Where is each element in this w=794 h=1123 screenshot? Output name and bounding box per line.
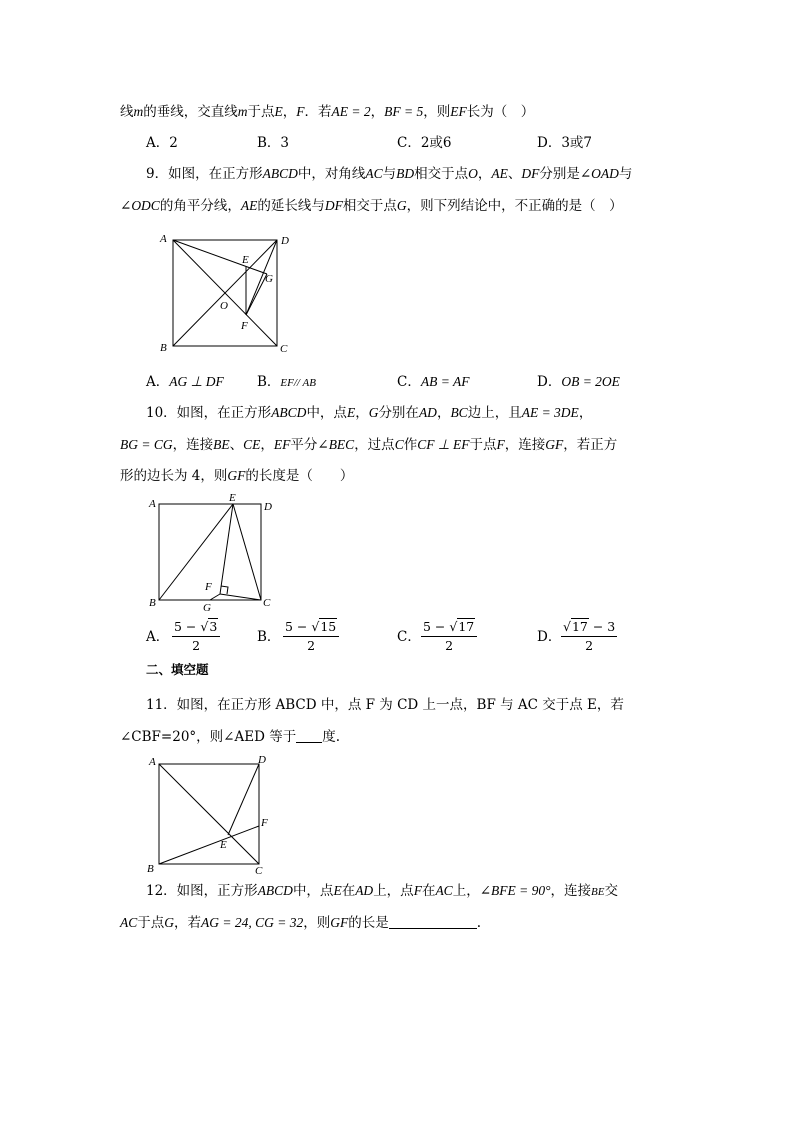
numerator: 5 − √15 bbox=[283, 620, 339, 637]
denominator: 2 bbox=[585, 638, 594, 653]
q10-var: BE bbox=[213, 437, 230, 452]
q10-label-F: F bbox=[205, 581, 212, 593]
q12-var: AC bbox=[120, 915, 138, 930]
q10-text: 平分∠ bbox=[290, 437, 329, 453]
q12-var: ABCD bbox=[257, 883, 293, 898]
q10-option-d-letter: D． bbox=[537, 629, 562, 645]
q9-var: ODC bbox=[131, 198, 160, 213]
q10-text: 分别在 bbox=[378, 405, 419, 421]
q12-text: 的长是 bbox=[348, 915, 389, 931]
q12-text: . bbox=[476, 915, 482, 931]
q9-option-text: OB = 2OE bbox=[561, 374, 620, 389]
q10-text: 、 bbox=[229, 437, 244, 453]
num-text: 5 − bbox=[423, 619, 450, 634]
q9-var: G bbox=[396, 198, 407, 213]
q12-var: F bbox=[413, 883, 422, 898]
q9-var: DF bbox=[324, 198, 343, 213]
q8-text: 线 bbox=[120, 104, 134, 120]
q9-option-letter: C． bbox=[397, 374, 421, 390]
q10-label-A: A bbox=[149, 498, 156, 510]
q10-var: CF ⊥ EF bbox=[417, 437, 470, 452]
q9-text: 相交于点 bbox=[414, 166, 469, 182]
q12-var: AD bbox=[355, 883, 374, 898]
q12-var: E bbox=[333, 883, 342, 898]
q8-text: 长为（ ） bbox=[466, 104, 535, 120]
q12-text: 上，点 bbox=[373, 883, 414, 899]
q9-var: OAD bbox=[591, 166, 619, 181]
denominator: 2 bbox=[192, 638, 201, 653]
q12-text: 交 bbox=[604, 883, 618, 899]
q11-label-F: F bbox=[261, 817, 268, 829]
q8-option-a: A．2 bbox=[146, 135, 178, 151]
q11-label-E: E bbox=[220, 839, 227, 851]
q12-var: AC bbox=[435, 883, 453, 898]
q11-answer-blank[interactable] bbox=[296, 728, 322, 743]
q9-var: AE bbox=[240, 198, 258, 213]
q9-text: 与 bbox=[382, 166, 397, 182]
q10-var: BEC bbox=[328, 437, 355, 452]
q10-text: ， bbox=[436, 405, 451, 421]
q8-stem bbox=[120, 102, 534, 122]
q10-figure bbox=[145, 490, 280, 619]
q8-option-c: C．2或6 bbox=[397, 135, 452, 151]
q9-text: 9．如图，在正方形 bbox=[146, 166, 263, 182]
q10-option-c-letter: C． bbox=[397, 629, 421, 645]
q10-label-B: B bbox=[149, 597, 156, 609]
section-heading: 二、填空题 bbox=[146, 662, 209, 677]
q10-option-a-fraction bbox=[172, 620, 220, 653]
q10-var: BC bbox=[450, 405, 468, 420]
q9-option-d bbox=[537, 372, 620, 392]
q10-var: BG = CG bbox=[120, 437, 173, 452]
q9-option-text: AG ⊥ DF bbox=[169, 374, 224, 389]
q9-text: 与 bbox=[618, 166, 633, 182]
q9-label-O: O bbox=[220, 300, 228, 312]
q10-text: 于点 bbox=[469, 437, 497, 453]
q11-text: 度. bbox=[322, 729, 340, 745]
q12-text: 上，∠ bbox=[452, 883, 492, 899]
q8-var-EF: EF bbox=[450, 104, 467, 119]
q9-text: 的延长线与 bbox=[257, 198, 325, 214]
q10-label-G: G bbox=[203, 602, 211, 614]
q10-var: GF bbox=[227, 468, 246, 483]
q10-text: ，若正方 bbox=[563, 437, 618, 453]
q9-var: O bbox=[468, 166, 478, 181]
q9-figure bbox=[155, 230, 295, 359]
q8-text: 于点 bbox=[247, 104, 275, 120]
q8-var-m: m bbox=[237, 104, 248, 119]
q9-stem-line2 bbox=[120, 196, 623, 216]
q9-text: 相交于点 bbox=[342, 198, 397, 214]
q9-option-a bbox=[146, 372, 224, 392]
q8-text: 的垂线，交直线 bbox=[143, 104, 238, 120]
q9-var: ABCD bbox=[262, 166, 298, 181]
q10-label-D: D bbox=[264, 501, 272, 513]
q12-text: 12．如图，正方形 bbox=[146, 883, 258, 899]
q11-label-D: D bbox=[258, 754, 266, 766]
q9-var: BD bbox=[396, 166, 415, 181]
q9-label-D: D bbox=[281, 235, 289, 247]
q11-figure bbox=[145, 750, 275, 879]
q8-var-m: m bbox=[133, 104, 144, 119]
q9-text: ，则下列结论中，不正确的是（ ） bbox=[406, 198, 623, 214]
q10-var: AD bbox=[418, 405, 437, 420]
q10-option-c-fraction bbox=[421, 620, 477, 653]
q10-text: 形的边长为 4，则 bbox=[120, 468, 228, 484]
q12-text: ，若 bbox=[174, 915, 202, 931]
q11-label-B: B bbox=[147, 863, 154, 875]
q12-var: BFE = 90° bbox=[491, 883, 551, 898]
radicand: 17 bbox=[458, 619, 475, 634]
q10-text: ，连接 bbox=[172, 437, 214, 453]
numerator: 5 − √17 bbox=[421, 620, 477, 637]
q10-var: ABCD bbox=[271, 405, 307, 420]
q12-text: 在 bbox=[341, 883, 356, 899]
q9-option-letter: B． bbox=[257, 374, 281, 390]
q12-text: 中，点 bbox=[292, 883, 334, 899]
q9-text: ， bbox=[477, 166, 492, 182]
q9-text: 、 bbox=[507, 166, 522, 182]
q8-text: ， bbox=[282, 104, 297, 120]
q10-text: 的长度是（ ） bbox=[245, 468, 354, 484]
q11-label-A: A bbox=[149, 756, 156, 768]
q11-stem-line2 bbox=[120, 727, 340, 747]
q12-text: 于点 bbox=[137, 915, 165, 931]
q10-text: ， bbox=[260, 437, 274, 453]
q8-text: ，则 bbox=[423, 104, 451, 120]
radicand: 17 bbox=[571, 619, 588, 634]
q10-text: ，过点 bbox=[354, 437, 395, 453]
q10-var: G bbox=[368, 405, 379, 420]
denominator: 2 bbox=[445, 638, 454, 653]
q9-option-c bbox=[397, 372, 469, 392]
radicand: 3 bbox=[209, 619, 218, 634]
q9-option-letter: A． bbox=[146, 374, 170, 390]
q12-var: G bbox=[164, 915, 175, 930]
q9-label-F: F bbox=[241, 320, 248, 332]
q12-text: ，则 bbox=[303, 915, 331, 931]
q10-var: AE = 3DE bbox=[521, 405, 579, 420]
q9-option-b bbox=[257, 372, 316, 393]
q8-var-F: F bbox=[296, 104, 305, 119]
q10-text: ， bbox=[355, 405, 369, 421]
q9-label-A: A bbox=[160, 233, 167, 245]
numerator: √17 − 3 bbox=[561, 620, 617, 637]
q12-var: GF bbox=[330, 915, 349, 930]
q9-var: DF bbox=[521, 166, 540, 181]
q10-option-a-letter: A． bbox=[146, 629, 170, 645]
q10-var: F bbox=[496, 437, 505, 452]
q8-eq-AE: AE = 2 bbox=[331, 104, 371, 119]
num-text: 5 − bbox=[174, 619, 201, 634]
q8-option-b: B．3 bbox=[257, 135, 290, 151]
q10-option-b-fraction bbox=[283, 620, 339, 653]
num-text: 5 − bbox=[285, 619, 312, 634]
q10-option-b-letter: B． bbox=[257, 629, 281, 645]
q11-stem-line1: 11．如图，在正方形 ABCD 中，点 F 为 CD 上一点，BF 与 AC 交于点 E，若 bbox=[146, 697, 624, 713]
q12-stem-line1 bbox=[146, 881, 618, 902]
num-text: − 3 bbox=[588, 619, 616, 634]
q9-var: AE bbox=[491, 166, 508, 181]
q11-label-C: C bbox=[255, 865, 263, 875]
q10-var: C bbox=[394, 437, 404, 452]
q8-text: ．若 bbox=[304, 104, 332, 120]
q12-var: BE bbox=[591, 886, 605, 898]
q9-text: ∠ bbox=[120, 198, 132, 214]
q10-var: GF bbox=[545, 437, 564, 452]
q10-text: 作 bbox=[403, 437, 418, 453]
q10-option-d-fraction bbox=[561, 620, 617, 653]
q9-label-E: E bbox=[242, 254, 249, 266]
q10-var: EF bbox=[273, 437, 291, 452]
q10-stem-line3 bbox=[120, 466, 353, 486]
q11-text: ∠CBF=20°，则∠AED 等于 bbox=[120, 729, 297, 745]
q9-label-G: G bbox=[265, 273, 273, 285]
radicand: 15 bbox=[320, 619, 337, 634]
q10-stem-line2 bbox=[120, 435, 617, 455]
q12-text: ，连接 bbox=[550, 883, 592, 899]
q12-stem-line2 bbox=[120, 913, 481, 933]
q8-var-E: E bbox=[274, 104, 283, 119]
q9-label-B: B bbox=[160, 342, 167, 354]
q10-label-E: E bbox=[229, 492, 236, 504]
q10-text: ， bbox=[578, 405, 593, 421]
q12-var: AG = 24, CG = 32 bbox=[201, 915, 304, 930]
q10-label-C: C bbox=[263, 597, 271, 609]
q10-var: E bbox=[346, 405, 356, 420]
denominator: 2 bbox=[307, 638, 316, 653]
q9-option-text: EF// AB bbox=[280, 377, 316, 389]
q12-answer-blank[interactable] bbox=[389, 914, 477, 929]
q9-text: 分别是∠ bbox=[539, 166, 592, 182]
q9-label-C: C bbox=[280, 343, 288, 355]
numerator: 5 − √3 bbox=[172, 620, 220, 637]
q10-var: CE bbox=[243, 437, 261, 452]
q9-stem-line1 bbox=[146, 164, 632, 184]
q9-var: AC bbox=[365, 166, 383, 181]
q8-eq-BF: BF = 5 bbox=[384, 104, 424, 119]
q10-text: 10．如图，在正方形 bbox=[146, 405, 272, 421]
q9-option-text: AB = AF bbox=[420, 374, 470, 389]
q9-text: 中，对角线 bbox=[297, 166, 366, 182]
q9-text: 的角平分线， bbox=[159, 198, 241, 214]
q8-text: ， bbox=[370, 104, 385, 120]
q10-text: ，连接 bbox=[504, 437, 546, 453]
q10-text: 中，点 bbox=[306, 405, 347, 421]
q9-option-letter: D． bbox=[537, 374, 562, 390]
q10-stem-line1 bbox=[146, 403, 592, 423]
q10-text: 边上，且 bbox=[467, 405, 522, 421]
q8-option-d: D．3或7 bbox=[537, 135, 593, 151]
q12-text: 在 bbox=[421, 883, 436, 899]
